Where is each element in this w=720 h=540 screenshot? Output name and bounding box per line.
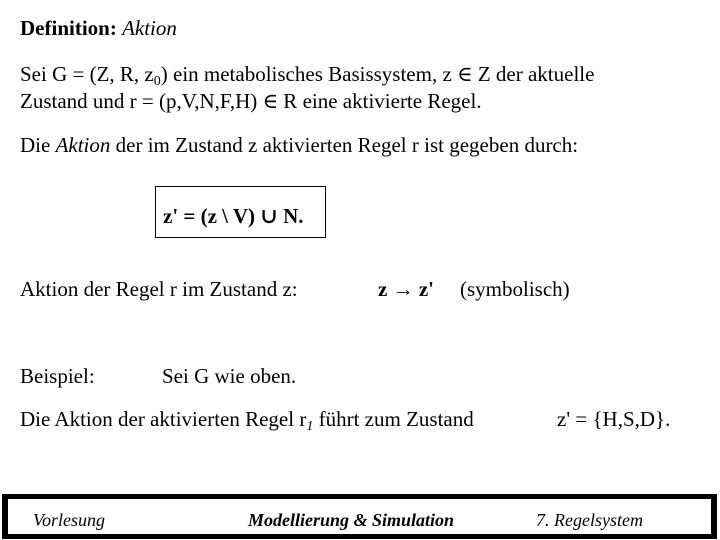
action-label: Aktion der Regel r im Zustand z: <box>20 277 298 301</box>
result-line <box>20 406 474 440</box>
footer-left: Vorlesung <box>33 510 105 530</box>
footer-center: Modellierung & Simulation <box>248 510 455 530</box>
text-segment: der im Zustand z aktivierten Regel r ist gegeben durch: <box>110 133 579 157</box>
text-segment: Zustand und r = (p,V,N,F,H) ∈ R eine aktivierte Regel. <box>20 89 482 113</box>
subscript: 0 <box>153 74 161 89</box>
text-segment: führt zum Zustand <box>313 407 474 431</box>
text-segment: Die Aktion der aktivierten Regel r <box>20 407 307 431</box>
definition-line-2 <box>20 88 482 114</box>
result-state: z' = {H,S,D}. <box>557 407 671 431</box>
text-segment: Sei G = (Z, R, z <box>20 62 154 86</box>
text-segment: Die <box>20 133 56 157</box>
title-prefix: Definition: <box>20 16 123 40</box>
text-segment: ) ein metabolisches Basissystem, z ∈ Z der aktuelle <box>160 62 595 86</box>
slide-title <box>20 15 177 41</box>
term-aktion: Aktion <box>55 133 111 157</box>
example-text: Sei G wie oben. <box>162 364 297 388</box>
example-label: Beispiel: <box>20 364 95 388</box>
footer-bar <box>2 494 717 539</box>
title-term: Aktion <box>122 16 177 40</box>
footer-panel <box>8 499 711 534</box>
action-definition-text <box>20 132 578 158</box>
subscript: 1 <box>306 419 314 434</box>
action-expression: z → z' <box>378 277 434 301</box>
footer-right: 7. Regelsystem <box>536 510 643 530</box>
formula: z' = (z \ V) ∪ N. <box>163 204 304 228</box>
action-note: (symbolisch) <box>460 277 570 301</box>
